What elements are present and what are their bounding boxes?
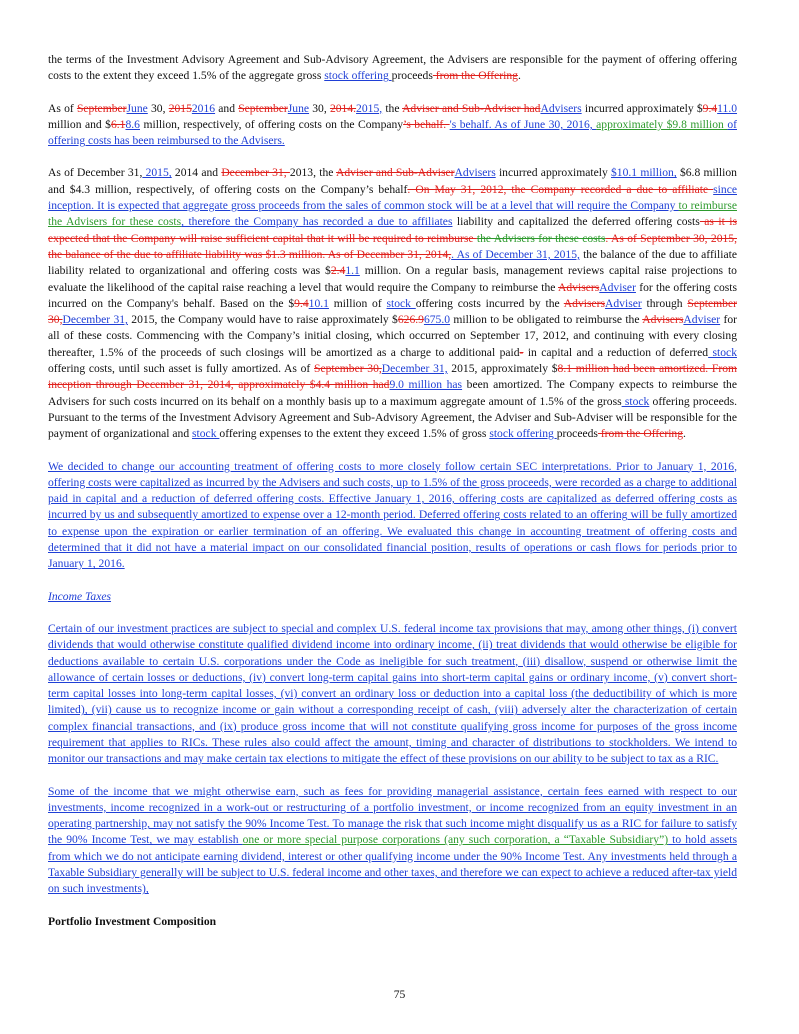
moved-text: approximately $9.8 million — [596, 117, 728, 131]
text-run: for the offering costs incurred on the Company's behalf. Based on the $ — [48, 280, 737, 310]
text-run: million of — [328, 296, 387, 310]
deleted-text: . As of September 30, 2015, the balance of the due to affiliate liability was $1.3 million. As of December 31, 2014, — [48, 231, 737, 261]
deleted-text: from the Offering — [432, 69, 518, 83]
text-run: offering proceeds. Pursuant to the terms of the Investment Advisory Agreement and Sub-Advisory Agreement, the Adviser and Sub-Adviser will be responsible for the payment of organizational and — [48, 394, 737, 441]
moved-deleted-text: the Advisers for these costs — [476, 231, 606, 245]
deleted-text: 2.4 — [330, 264, 346, 278]
text-run: . — [517, 69, 521, 83]
inserted-text: Adviser — [599, 280, 636, 294]
inserted-text: December 31, — [381, 362, 448, 376]
paragraph — [48, 589, 737, 605]
deleted-text: Advisers — [558, 280, 600, 294]
inserted-text: stock — [708, 345, 737, 359]
deleted-text: December 31, — [221, 166, 290, 180]
deleted-text: . On May 31, 2012, the Company recorded a due to affiliate — [407, 182, 714, 196]
text-run: and — [215, 101, 239, 115]
inserted-text: 10.1 — [308, 296, 329, 310]
inserted-text: 's behalf. As of June 30, 2016, — [449, 117, 597, 131]
text-run: $6.8 million and $4.3 million, respectively, of offering costs on the Company’s behalf — [48, 166, 737, 196]
text-run: through — [641, 296, 688, 310]
text-run: 2013, the — [289, 166, 336, 180]
inserted-text: stock offering — [324, 69, 392, 83]
inserted-text: 675.0 — [423, 313, 451, 327]
moved-text: to reimburse the Advisers for these costs — [48, 199, 737, 229]
text-run: 2015, approximately $ — [447, 362, 558, 376]
deleted-text: Advisers — [563, 296, 606, 310]
deleted-text: as it is expected that the Company will raise sufficient capital that it will be required to reimburse — [48, 215, 737, 245]
text-run: the balance of the due to affiliate liability related to organizational and offering costs was $ — [48, 247, 737, 278]
text-run: million. On a regular basis, management reviews capital raise projections to evaluate the likelihood of the capital raise reaching a level that would require the Company to reimburse the — [48, 264, 737, 294]
inserted-text: Advisers — [454, 166, 496, 180]
text-run: incurred approximately — [495, 166, 611, 180]
text-run: million to be obligated to reimburse the — [450, 313, 643, 327]
text-run: for all of these costs. Commencing with the Company’s initial closing, which occurred on September 17, 2012, and continuing with every closing thereafter, 1.5% of the proceeds of such closings will be amortized as a charge to additional paid — [48, 313, 737, 359]
text-run: proceeds — [391, 69, 433, 83]
inserted-text: Some of the income that we might otherwise earn, such as fees for providing managerial assistance, certain fees earned with respect to our investments, income recognized in a work-out or restructuring of a portfolio investment, or income recognized from an equity investment in an operating partnership, may not satisfy the 90% Income Test. To manage the risk that such income might disqualify us as a RIC for failure to satisfy the 90% Income Test, we may establish — [48, 784, 737, 847]
paragraph — [48, 52, 737, 85]
inserted-text: June — [287, 101, 310, 115]
text-run: 30, — [147, 101, 169, 115]
deleted-text: 8.1 million had been amortized. From inception through December 31, 2014, approximately $4.4 million had — [48, 362, 738, 392]
text-run: the terms of the Investment Advisory Agreement and Sub-Advisory Agreement, the Advisers are responsible for the payment of offering offering costs to the extent they exceed 1.5% of the aggregate gross — [48, 53, 737, 83]
inserted-text: $10.1 million, — [611, 166, 677, 180]
deleted-text: ’s behalf. — [403, 117, 450, 131]
page-number: 75 — [393, 988, 406, 1001]
text-run: offering costs, until such asset is fully amortized. As of — [48, 362, 314, 376]
inserted-text: 8.6 — [125, 117, 140, 131]
text-run: been amortized. The Company expects to reimburse the Advisers for such costs incurred on its behalf on a monthly basis up to a maximum aggregate amount of 1.5% of the gross — [48, 378, 737, 408]
text-run: offering expenses to the extent they exceed 1.5% of gross — [219, 427, 490, 441]
inserted-text: Advisers — [540, 101, 582, 115]
deleted-text: Adviser and Sub-Adviser — [335, 166, 455, 180]
deleted-text: from the Offering — [597, 427, 684, 441]
section-heading: Portfolio Investment Composition — [48, 914, 217, 928]
deleted-text: September 30, — [314, 362, 382, 376]
inserted-text: 1.1 — [345, 264, 360, 278]
deleted-text: Adviser and Sub-Adviser had — [402, 101, 541, 115]
text-run: in capital and a reduction of deferred — [523, 345, 709, 359]
paragraph-container — [48, 52, 737, 898]
deleted-text: 626.9 — [397, 313, 424, 327]
text-run: offering costs incurred by the — [415, 296, 564, 310]
deleted-text: September — [238, 101, 288, 115]
inserted-text: 2015, — [356, 101, 383, 115]
document-body — [48, 52, 737, 946]
paragraph — [48, 621, 737, 768]
deleted-text: 9.4 — [702, 101, 718, 115]
paragraph — [48, 459, 737, 573]
moved-text: one or more special purpose corporations (any such corporation, a “Taxable Subsidiary”) — [242, 833, 669, 847]
text-run: 2014 and — [171, 166, 222, 180]
inserted-text: of offering costs has been reimbursed to the Advisers. — [48, 117, 737, 148]
text-run: 2015, the Company would have to raise approximately $ — [127, 313, 398, 327]
deleted-text: 2015 — [168, 101, 192, 115]
inserted-text: 9.0 million has — [389, 378, 463, 392]
text-run: liability and capitalized the deferred offering costs — [452, 215, 700, 229]
deleted-text: 2014. — [329, 101, 357, 115]
text-run: As of — [48, 101, 77, 115]
inserted-text: 11.0 — [717, 101, 738, 115]
inserted-text: , therefore the Company has recorded a due to affiliates — [181, 215, 453, 229]
deleted-text: 6.1 — [110, 117, 126, 131]
inserted-text: stock — [192, 427, 220, 441]
deleted-text: 9.4 — [294, 296, 309, 310]
text-run: 30, — [309, 101, 330, 115]
text-run: the — [382, 101, 403, 115]
deleted-text: Advisers — [642, 313, 684, 327]
paragraph — [48, 101, 737, 150]
text-run: million and $ — [48, 117, 111, 131]
inserted-text: stock offering — [489, 427, 557, 441]
paragraph — [48, 784, 737, 898]
text-run: . — [683, 427, 686, 441]
deleted-text: - — [519, 345, 524, 359]
deleted-text: September 30, — [48, 296, 737, 327]
inserted-text: Certain of our investment practices are subject to special and complex U.S. federal income tax provisions that may, among other things, (i) convert dividends that would otherwise constitute qualified dividend income into ordinary income, (ii) treat dividends that would otherwise be eligible for deductions available to certain U.S. corporations under the Code as ineligible for such treatment, (iii) disallow, suspend or otherwise limit the allowance of certain losses or deductions, (iv) convert long-term capital gains into short-term capital gains or ordinary income, (v) convert short-term capital losses into long-term capital losses, (vi) convert an ordinary loss or deduction into a capital loss (the deductibility of which is more limited), (vii) cause us to recognize income or gain without a corresponding receipt of cash, (viii) adversely alter the characterization of certain complex financial transactions, and (ix) produce gross income that will not constitute qualifying gross income for purposes of the gross income requirement that applies to RICs. These rules also could affect the amount, timing and character of distributions to stockholders. We intend to monitor our transactions and may make certain tax elections to mitigate the effect of these provisions on our ability to be subject to tax as a RIC. — [48, 621, 737, 766]
inserted-text: We decided to change our accounting treatment of offering costs to more closely follow certain SEC interpretations. Prior to January 1, 2016, offering costs were capitalized as incurred by the Advisers and such costs, up to 1.5% of the gross proceeds, were recorded as a charge to additional paid in capital and a reduction of deferred offering costs. Effective January 1, 2016, offering costs are capitalized as deferred offering costs as incurred by us and subsequently amortized to expense over a 12-month period. Deferred offering costs related to an offering will be fully amortized to expense upon the expiration or earlier termination of an offering. We evaluated this change in accounting treatment of offering costs and determined that it did not have a material impact on our consolidated financial position, results of operations or cash flows for periods prior to January 1, 2016. — [48, 459, 737, 571]
inserted-text: . As of December 31, 2015, — [451, 247, 580, 261]
text-run: incurred approximately $ — [581, 101, 703, 115]
inserted-text: 2016 — [191, 101, 216, 115]
inserted-text: June — [126, 101, 148, 115]
inserted-text: to hold assets from which we do not anticipate earning dividend, interest or other qualifying income under the 90% Income Test. Any investments held through a Taxable Subsidiary generally will be subject to U.S. federal income and other taxes, and therefore we can expect to achieve a reduced after-tax yield on such investments), — [48, 833, 737, 896]
inserted-text: 2015, — [142, 166, 172, 180]
inserted-text: Adviser — [683, 313, 721, 327]
inserted-text: stock — [621, 394, 650, 408]
text-run: proceeds — [556, 427, 598, 441]
paragraph — [48, 165, 737, 442]
inserted-text: December 31, — [62, 313, 128, 327]
inserted-text: stock — [386, 296, 416, 310]
text-run: As of December 31, — [48, 166, 143, 180]
inserted-italic-heading: Income Taxes — [48, 589, 112, 603]
inserted-text: Adviser — [605, 296, 642, 310]
deleted-text: September — [76, 101, 127, 115]
text-run: million, respectively, of offering costs on the Company — [139, 117, 404, 131]
inserted-text: since inception. It is expected that aggregate gross proceeds from the sales of common stock will be at a level that will require the Company — [48, 182, 737, 213]
